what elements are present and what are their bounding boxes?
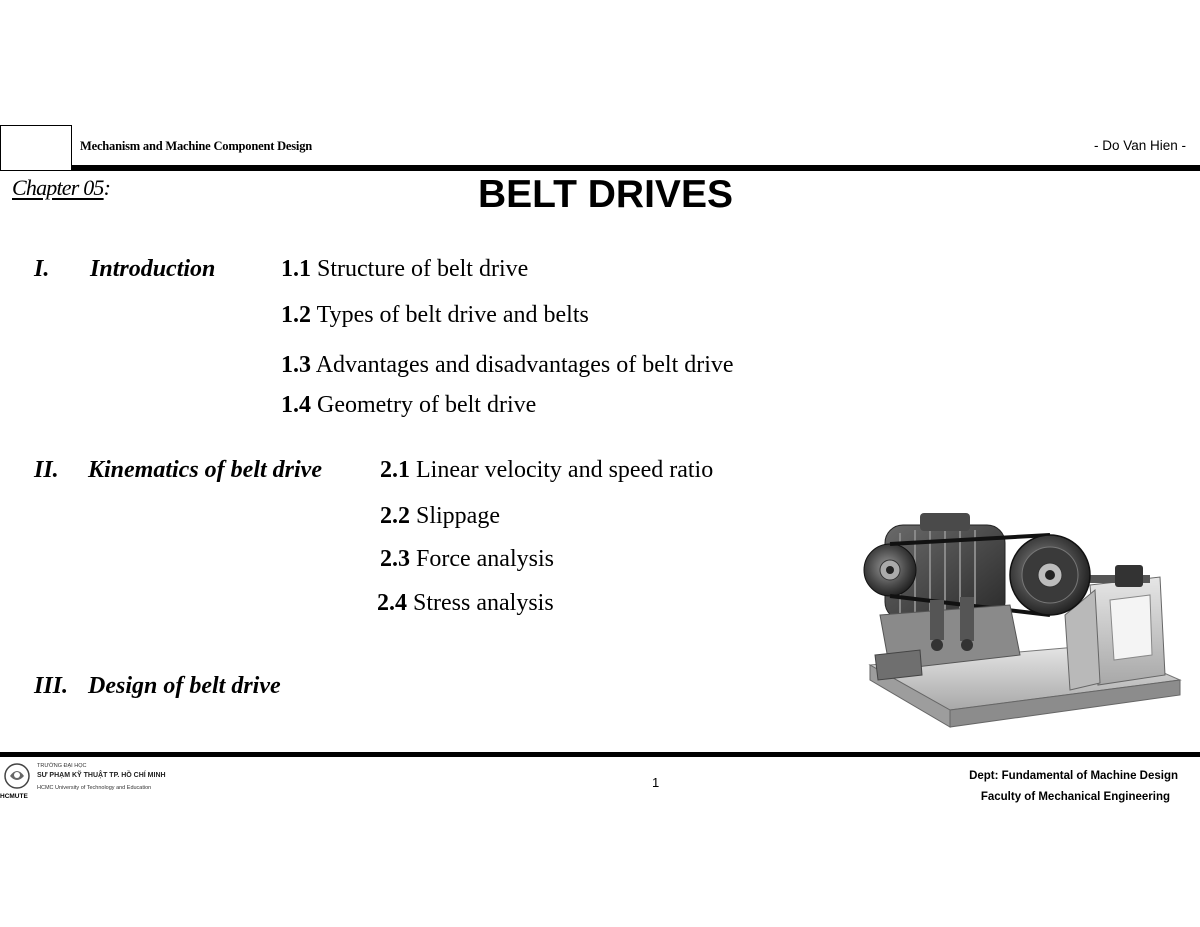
- section-3-title: Design of belt drive: [88, 673, 281, 699]
- university-english-name: HCMC University of Technology and Education: [37, 785, 152, 791]
- university-emblem-icon: [2, 762, 32, 790]
- header-logo-box: [0, 125, 72, 171]
- course-title: Mechanism and Machine Component Design: [80, 139, 312, 153]
- university-name: SƯ PHẠM KỸ THUẬT TP. HỒ CHÍ MINH: [37, 772, 166, 779]
- section-3-number: III.: [34, 673, 69, 699]
- section-1-title: Introduction: [90, 256, 216, 282]
- item-2-2: 2.2 Slippage: [380, 503, 500, 529]
- item-1-4: 1.4 Geometry of belt drive: [281, 392, 537, 418]
- item-1-3: 1.3 Advantages and disadvantages of belt drive: [281, 352, 734, 378]
- item-2-3: 2.3 Force analysis: [380, 546, 554, 572]
- section-1-number: I.: [34, 256, 50, 282]
- page-title: BELT DRIVES: [478, 173, 733, 216]
- section-2-title: Kinematics of belt drive: [88, 457, 322, 483]
- section-2-number: II.: [34, 457, 59, 483]
- belt-drive-machine-image: [860, 505, 1185, 730]
- department-info: [969, 766, 1178, 808]
- item-1-1: 1.1 Structure of belt drive: [281, 256, 529, 282]
- university-small-label: TRƯỜNG ĐẠI HỌC: [37, 763, 87, 769]
- author-name: - Do Van Hien -: [1093, 138, 1186, 153]
- page-number: 1: [652, 775, 660, 790]
- university-logo: [0, 760, 190, 802]
- department-line: Dept: Fundamental of Machine Design: [969, 770, 1178, 782]
- footer-rule: [0, 752, 1200, 757]
- item-2-4: 2.4 Stress analysis: [377, 590, 554, 616]
- item-1-2: 1.2 Types of belt drive and belts: [281, 302, 589, 328]
- university-abbreviation: HCMUTE: [0, 793, 28, 800]
- chapter-label: Chapter 05:: [12, 175, 111, 200]
- faculty-line: Faculty of Mechanical Engineering: [980, 791, 1170, 803]
- header-rule: [72, 165, 1200, 171]
- item-2-1: 2.1 Linear velocity and speed ratio: [380, 457, 714, 483]
